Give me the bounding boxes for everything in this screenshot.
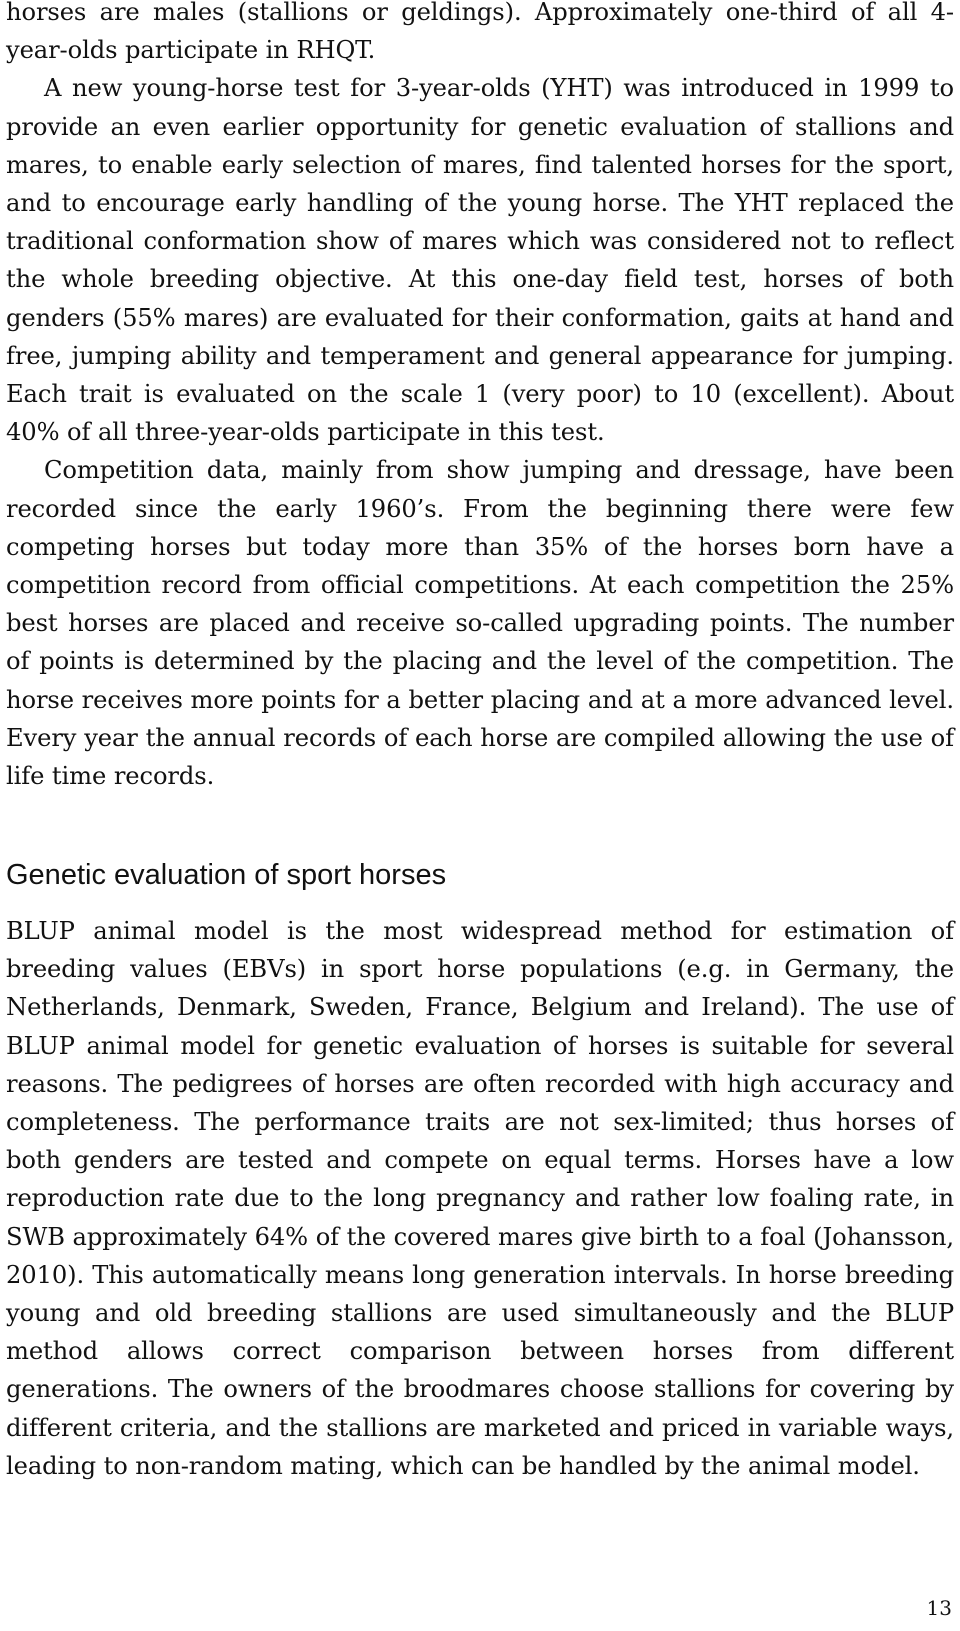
competition-data-paragraph: Competition data, mainly from show jumping and dressage, have been recorded since the early 1960’s. From the beginning there were few competing horses but today more than 35% of the horses born have a competition record from official competitions. At each competition the 25% best horses are placed and receive so-called upgrading points. The number of points is determined by the placing and the level of the competition. The horse receives more points for a better placing and at a more advanced level. Every year the annual records of each horse are compiled allowing the use of life time records.	[6, 456, 954, 791]
page-number: 13	[926, 1596, 952, 1620]
blup-paragraph: BLUP animal model is the most widespread method for estimation of breeding values (EBVs) in sport horse populations (e.g. in Germany, the Netherlands, Denmark, Sweden, France, Belgium and Ireland). The use of BLUP animal model for genetic evaluation of horses is suitable for several reasons. The pedigrees of horses are often recorded with high accuracy and completeness. The performance traits are not sex-limited; thus horses of both genders are tested and compete on equal terms. Horses have a low reproduction rate due to the long pregnancy and rather low foaling rate, in SWB approximately 64% of the covered mares give birth to a foal (Johansson, 2010). This automatically means long generation intervals. In horse breeding young and old breeding stallions are used simultaneously and the BLUP method allows correct comparison between horses from different generations. The owners of the broodmares choose stallions for covering by different criteria, and the stallions are marketed and priced in variable ways, leading to non-random mating, which can be handled by the animal model.	[6, 917, 954, 1480]
section-body	[6, 912, 954, 1485]
section-heading: Genetic evaluation of sport horses	[6, 859, 447, 891]
continuation-paragraph: horses are males (stallions or geldings). Approximately one-third of all 4-year-olds participate in RHQT.	[6, 0, 954, 65]
top-text-block	[6, 0, 954, 795]
yht-paragraph: A new young-horse test for 3-year-olds (YHT) was introduced in 1999 to provide an even earlier opportunity for genetic evaluation of stallions and mares, to enable early selection of mares, find talented horses for the sport, and to encourage early handling of the young horse. The YHT replaced the traditional conformation show of mares which was considered not to reflect the whole breeding objective. At this one-day field test, horses of both genders (55% mares) are evaluated for their conformation, gaits at hand and free, jumping ability and temperament and general appearance for jumping. Each trait is evaluated on the scale 1 (very poor) to 10 (excellent). About 40% of all three-year-olds participate in this test.	[6, 74, 954, 447]
